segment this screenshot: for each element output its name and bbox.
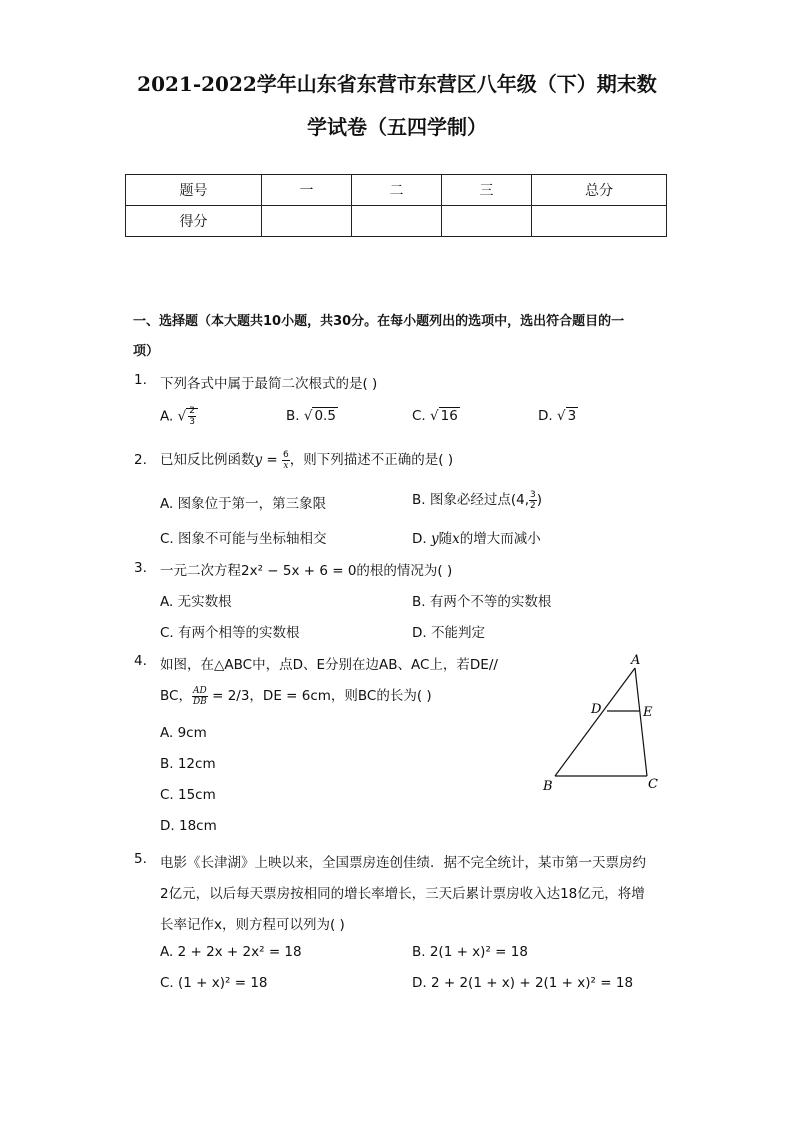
question-number: 4. — [134, 653, 147, 669]
fraction — [529, 490, 537, 511]
sqrt-icon: √ 16 — [430, 408, 458, 424]
question-number: 5. — [134, 851, 147, 867]
question-1-text: 下列各式中属于最简二次根式的是( ) — [160, 376, 378, 392]
q5-option-a[interactable]: A. 2 + 2x + 2x² = 18 — [160, 944, 302, 960]
score-cell[interactable] — [262, 206, 352, 237]
header-cell: 题号 — [126, 175, 262, 206]
exam-title-line1: 2021-2022学年山东省东营市东营区八年级（下）期末数 — [137, 72, 657, 96]
q2-option-a[interactable]: A. 图象位于第一，第三象限 — [160, 496, 327, 512]
q4-option-a[interactable]: A. 9cm — [160, 725, 207, 741]
option-letter: C. — [412, 408, 426, 424]
fraction-numerator: 3 — [530, 489, 536, 500]
sqrt-icon: √ 0.5 — [303, 408, 336, 424]
score-cell[interactable] — [532, 206, 667, 237]
score-table-header-row — [126, 175, 667, 206]
sqrt-icon: √ $\frac{2}{3}$ — [178, 406, 198, 427]
score-table — [125, 174, 667, 237]
triangle-figure — [535, 650, 665, 800]
q1-option-d[interactable] — [538, 408, 578, 424]
q4-option-b[interactable]: B. 12cm — [160, 756, 216, 772]
option-text: 随 — [438, 531, 453, 547]
q3-option-a[interactable]: A. 无实数根 — [160, 594, 232, 610]
question-4-text-line2 — [160, 684, 432, 707]
question-5-text-line1: 电影《长津湖》上映以来，全国票房连创佳绩．据不完全统计，某市第一天票房约 — [160, 855, 646, 871]
label-a: A — [631, 653, 641, 668]
q2-option-c[interactable]: C. 图象不可能与坐标轴相交 — [160, 531, 327, 547]
question-text: BC， — [160, 688, 192, 704]
segment-ab — [555, 668, 635, 776]
question-text: 已知反比例函数 — [160, 452, 255, 468]
q5-option-d[interactable]: D. 2 + 2(1 + x) + 2(1 + x)² = 18 — [412, 975, 634, 991]
math-op: = — [262, 452, 283, 468]
q2-option-d[interactable] — [412, 527, 541, 547]
label-d: D — [591, 702, 602, 717]
q1-option-c[interactable] — [412, 408, 460, 424]
q5-option-c[interactable]: C. (1 + x)² = 18 — [160, 975, 268, 991]
radicand: 16 — [440, 408, 458, 424]
q2-option-b[interactable] — [412, 488, 542, 511]
fraction-denominator: 3 — [189, 417, 195, 427]
sqrt-icon: √ 3 — [556, 408, 577, 424]
fraction-numerator: 6 — [283, 449, 289, 460]
fraction-numerator: AD — [193, 685, 207, 696]
label-b: B — [543, 779, 553, 794]
question-number: 2. — [134, 452, 147, 468]
fraction-denominator: DB — [192, 696, 207, 707]
fraction — [192, 686, 208, 707]
q1-option-b[interactable] — [286, 408, 338, 424]
score-cell[interactable] — [352, 206, 442, 237]
question-5-text-line3: 长率记作x，则方程可以列为( ) — [160, 917, 345, 933]
radicand: 3 — [567, 408, 577, 424]
label-c: C — [648, 777, 658, 792]
question-text: ，则下列描述不正确的是( ) — [289, 452, 454, 468]
q3-option-c[interactable]: C. 有两个相等的实数根 — [160, 625, 300, 641]
exam-title-line2: 学试卷（五四学制） — [307, 115, 487, 139]
q5-option-b[interactable]: B. 2(1 + x)² = 18 — [412, 944, 528, 960]
radicand: 0.5 — [314, 408, 336, 424]
question-number: 1. — [134, 372, 147, 388]
header-cell: 三 — [442, 175, 532, 206]
q4-option-d[interactable]: D. 18cm — [160, 818, 217, 834]
option-text: 的增大而减小 — [459, 531, 541, 547]
option-letter: D. — [538, 408, 553, 424]
option-text: ) — [536, 492, 543, 508]
option-letter: B. — [286, 408, 300, 424]
question-5-text-line2: 2亿元，以后每天票房按相同的增长率增长，三天后累计票房收入达18亿元，将增 — [160, 886, 645, 902]
question-2-text — [160, 448, 453, 471]
math-var: y — [254, 452, 263, 468]
fraction-denominator: x — [283, 460, 289, 471]
fraction-numerator: 2 — [189, 406, 195, 416]
row-label-cell: 得分 — [126, 206, 262, 237]
math-var: x — [452, 531, 460, 547]
q4-option-c[interactable]: C. 15cm — [160, 787, 216, 803]
score-table-score-row — [126, 206, 667, 237]
question-number: 3. — [134, 560, 147, 576]
header-cell: 总分 — [532, 175, 667, 206]
section-heading-cont: 项） — [133, 344, 160, 359]
math-var: y — [430, 531, 439, 547]
header-cell: 一 — [262, 175, 352, 206]
segment-ac — [635, 668, 647, 776]
label-e: E — [643, 705, 653, 720]
q1-option-a[interactable] — [160, 406, 198, 427]
option-text: B. 图象必经过点(4, — [412, 492, 529, 508]
q3-option-d[interactable]: D. 不能判定 — [412, 625, 485, 641]
option-text: D. — [412, 531, 431, 547]
option-letter: A. — [160, 408, 174, 425]
section-heading: 一、选择题（本大题共10小题，共30分。在每小题列出的选项中，选出符合题目的一 — [133, 314, 625, 329]
question-4-text-line1: 如图，在△ABC中，点D、E分别在边AB、AC上，若DE// — [160, 657, 498, 673]
score-cell[interactable] — [442, 206, 532, 237]
header-cell: 二 — [352, 175, 442, 206]
fraction — [282, 450, 290, 471]
question-3-text: 一元二次方程2x² − 5x + 6 = 0的根的情况为( ) — [160, 563, 453, 579]
question-text: = 2/3，DE = 6cm，则BC的长为( ) — [207, 688, 432, 704]
fraction-denominator: 2 — [530, 500, 536, 511]
q3-option-b[interactable]: B. 有两个不等的实数根 — [412, 594, 552, 610]
